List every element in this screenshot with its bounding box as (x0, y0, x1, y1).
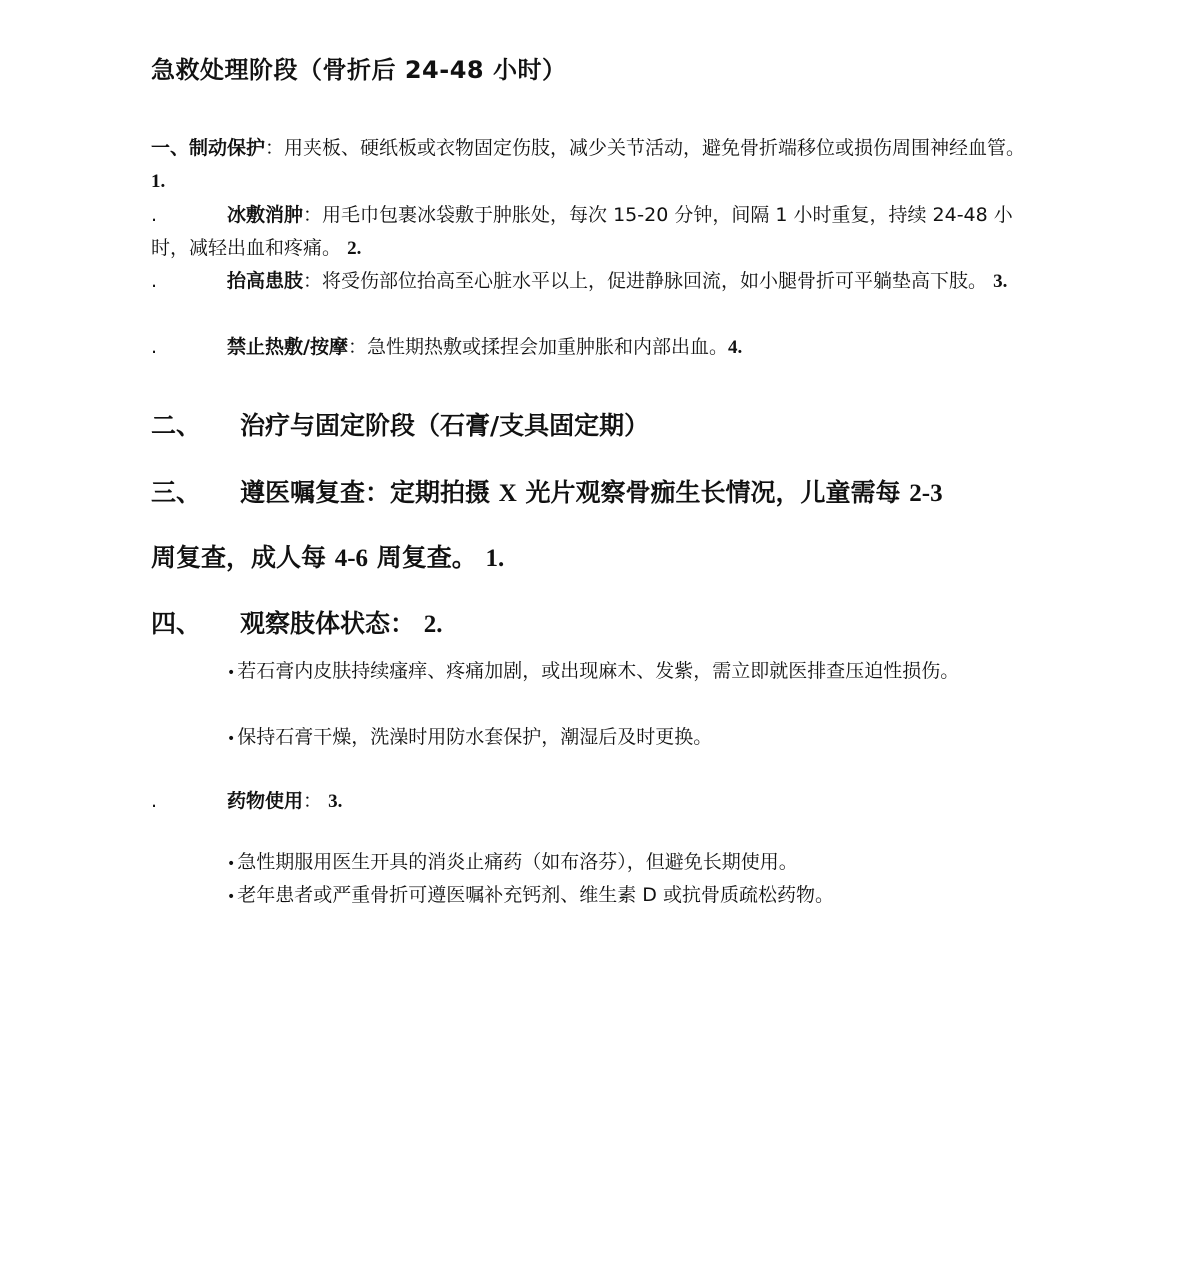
bullet-mark: • (227, 856, 236, 872)
heading-text-a: 周复查，成人每 (151, 543, 327, 572)
item-text: 用夹板、硬纸板或衣物固定伤肢，减少关节活动，避免骨折端移位或损伤周围神经血管。 (284, 137, 1026, 159)
item-separator: ： (347, 336, 367, 358)
section-heading-followup-cont (151, 541, 504, 575)
item-separator: ： (265, 137, 285, 159)
item-prefix: . (151, 204, 158, 226)
item-number: 1. (151, 171, 166, 192)
heading-text: 观察肢体状态： (240, 609, 416, 638)
item-prefix: . (151, 790, 158, 812)
bullet-mark: • (227, 665, 236, 681)
first-aid-item-no-heat (151, 331, 1031, 364)
item-prefix: . (151, 270, 158, 292)
item-separator: ： (303, 270, 323, 292)
bullet-text: 保持石膏干燥，洗澡时用防水套保护，潮湿后及时更换。 (237, 726, 713, 748)
item-number: 3. (993, 271, 1008, 292)
heading-text-n: 2-3 (909, 480, 943, 507)
limb-bullet-item (227, 721, 1032, 756)
section-heading-limb (151, 607, 442, 641)
document-title: 急救处理阶段（骨折后 24-48 小时） (151, 56, 567, 84)
heading-text-b: 光片观察骨痂生长情况，儿童需每 (525, 478, 901, 507)
item-number: 4. (727, 337, 743, 358)
heading-number: 三、 (151, 478, 202, 507)
medication-subheading (151, 785, 342, 818)
first-aid-item-immobilize (151, 132, 1031, 198)
heading-number: 二、 (151, 411, 202, 440)
bullet-text: 若石膏内皮肤持续瘙痒、疼痛加剧，或出现麻木、发紫，需立即就医排查压迫性损伤。 (237, 660, 960, 682)
bullet-mark: • (227, 889, 236, 905)
item-separator: ： (303, 204, 323, 226)
first-aid-item-ice (151, 199, 1031, 265)
heading-number: 四、 (151, 609, 202, 638)
bullet-text: 急性期服用医生开具的消炎止痛药（如布洛芬），但避免长期使用。 (237, 851, 798, 873)
item-number: 2. (347, 238, 362, 259)
heading-text: 治疗与固定阶段（石膏/支具固定期） (240, 411, 650, 440)
section-heading-treatment (151, 409, 649, 442)
medication-bullet-item (227, 846, 1032, 881)
item-label: 冰敷消肿 (227, 204, 304, 226)
limb-bullet-item (227, 655, 1032, 690)
section-heading-followup (151, 476, 943, 510)
item-text: 用毛巾包裹冰袋敷于肿胀处，每次 15-20 分钟，间隔 1 小时重复，持续 24-48 小时，减轻出血和疼痛。 (151, 204, 1013, 259)
heading-ref: 1. (485, 545, 505, 572)
item-text: 将受伤部位抬高至心脏水平以上，促进静脉回流，如小腿骨折可平躺垫高下肢。 (322, 270, 988, 292)
item-label: 禁止热敷/按摩 (227, 336, 348, 358)
heading-text-x: X (498, 480, 517, 507)
item-label: 药物使用 (227, 790, 304, 812)
heading-text-a: 遵医嘱复查：定期拍摄 (240, 478, 491, 507)
bullet-text: 老年患者或严重骨折可遵医嘱补充钙剂、维生素 D 或抗骨质疏松药物。 (237, 884, 834, 906)
heading-ref: 2. (423, 611, 443, 638)
item-number: 3. (328, 791, 343, 812)
item-separator: ： (303, 790, 323, 812)
item-label: 抬高患肢 (227, 270, 304, 292)
heading-text-b: 周复查。 (376, 543, 477, 572)
item-label: 一、制动保护 (151, 137, 266, 159)
heading-text-n: 4-6 (334, 545, 369, 572)
medication-bullet-item (227, 879, 1032, 914)
bullet-mark: • (227, 731, 236, 747)
first-aid-item-elevate (151, 265, 1031, 298)
item-prefix: . (151, 336, 158, 358)
item-text: 急性期热敷或揉捏会加重肿胀和内部出血。 (366, 336, 728, 358)
